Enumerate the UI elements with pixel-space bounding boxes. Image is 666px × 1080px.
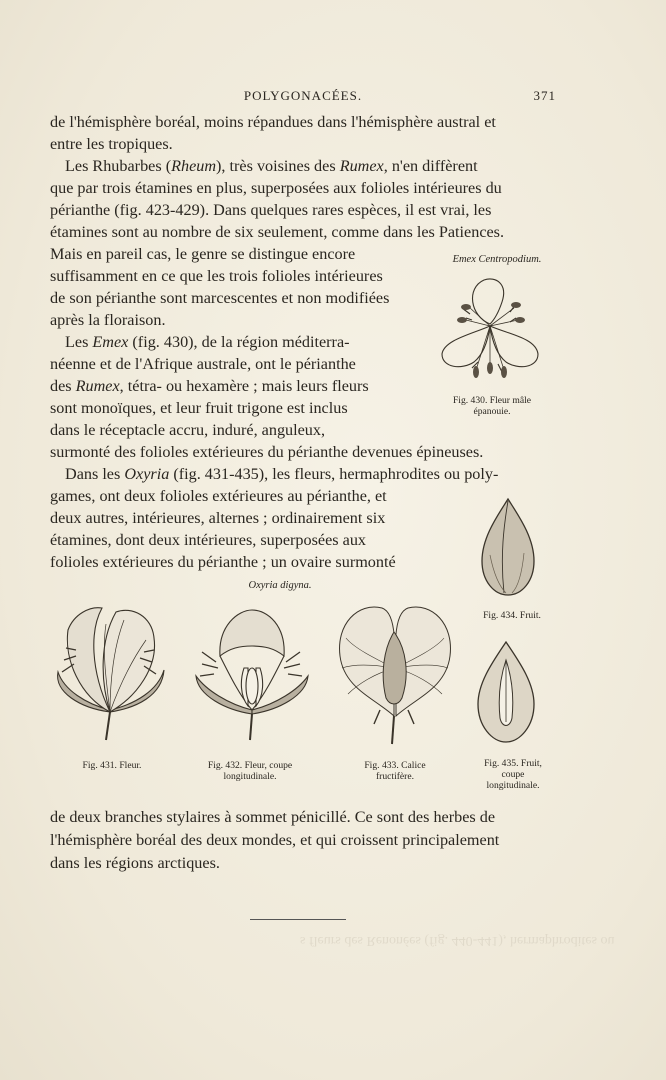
fig430-caption: Fig. 430. Fleur mâle épanouie. [452,395,532,417]
body-line: de l'hémisphère boréal, moins répandues dans l'hémisphère austral et [50,113,496,131]
body-line: deux autres, intérieures, alternes ; ordinairement six [50,509,386,527]
fig435-caption: Fig. 435. Fruit, coupe longitudinale. [484,758,542,791]
bleed-through-text: s fleurs des Renonées (fig. 440-441), hermaphrodites ou [300,933,615,948]
body-line: étamines, dont deux intérieures, superposées aux [50,531,367,549]
fig431-flower-illustration [50,600,170,750]
page-number: 371 [533,88,556,103]
fig434-caption: Fig. 434. Fruit. [483,610,541,621]
fig433-caption: Fig. 433. Calice fructifère. [364,760,426,782]
body-line: l'hémisphère boréal des deux mondes, et qui croissent principalement [50,831,500,849]
fig435-fruit-section-illustration [474,638,538,746]
body-line: de son périanthe sont marcescentes et non modifiées [50,289,390,307]
fig431-caption: Fig. 431. Fleur. [82,760,142,771]
fig434-fruit-illustration [478,495,538,599]
body-line: Les Emex (fig. 430), de la région méditerra- [65,333,350,351]
body-line: entre les tropiques. [50,135,173,153]
body-line: Les Rhubarbes (Rheum), très voisines des Rumex, n'en diffèrent [65,157,478,175]
body-line: folioles extérieures du périanthe ; un ovaire surmonté [50,553,396,571]
body-line: après la floraison. [50,311,166,329]
body-line: surmonté des folioles extérieures du périanthe devenues épineuses. [50,443,484,461]
body-line: sont monoïques, et leur fruit trigone est inclus [50,399,348,417]
oxyria-figure-title: Oxyria digyna. [248,580,312,591]
body-line: que par trois étamines en plus, superposées aux folioles intérieures du [50,179,502,197]
emex-figure-title: Emex Centropodium. [452,254,542,265]
running-header [50,88,556,108]
body-line: dans les régions arctiques. [50,854,220,872]
fig432-flower-section-illustration [190,606,312,750]
fig433-fruiting-calyx-illustration [334,598,456,750]
emex-flower-illustration [436,274,544,384]
body-line: étamines sont au nombre de six seulement, comme dans les Patiences. [50,223,505,241]
body-line: dans le réceptacle accru, induré, anguleux, [50,421,326,439]
body-line: Mais en pareil cas, le genre se distingue encore [50,245,356,263]
body-line: de deux branches stylaires à sommet pénicillé. Ce sont des herbes de [50,808,496,826]
header-title: POLYGONACÉES. [243,88,363,103]
body-line: Dans les Oxyria (fig. 431-435), les fleurs, hermaphrodites ou poly- [65,465,499,483]
body-line: néenne et de l'Afrique australe, ont le périanthe [50,355,356,373]
section-divider [250,919,346,920]
body-line: games, ont deux folioles extérieures au périanthe, et [50,487,387,505]
fig432-caption: Fig. 432. Fleur, coupe longitudinale. [207,760,293,782]
body-line: périanthe (fig. 423-429). Dans quelques rares espèces, il est vrai, les [50,201,492,219]
body-line: des Rumex, tétra- ou hexamère ; mais leurs fleurs [50,377,369,395]
body-line: suffisamment en ce que les trois folioles intérieures [50,267,383,285]
